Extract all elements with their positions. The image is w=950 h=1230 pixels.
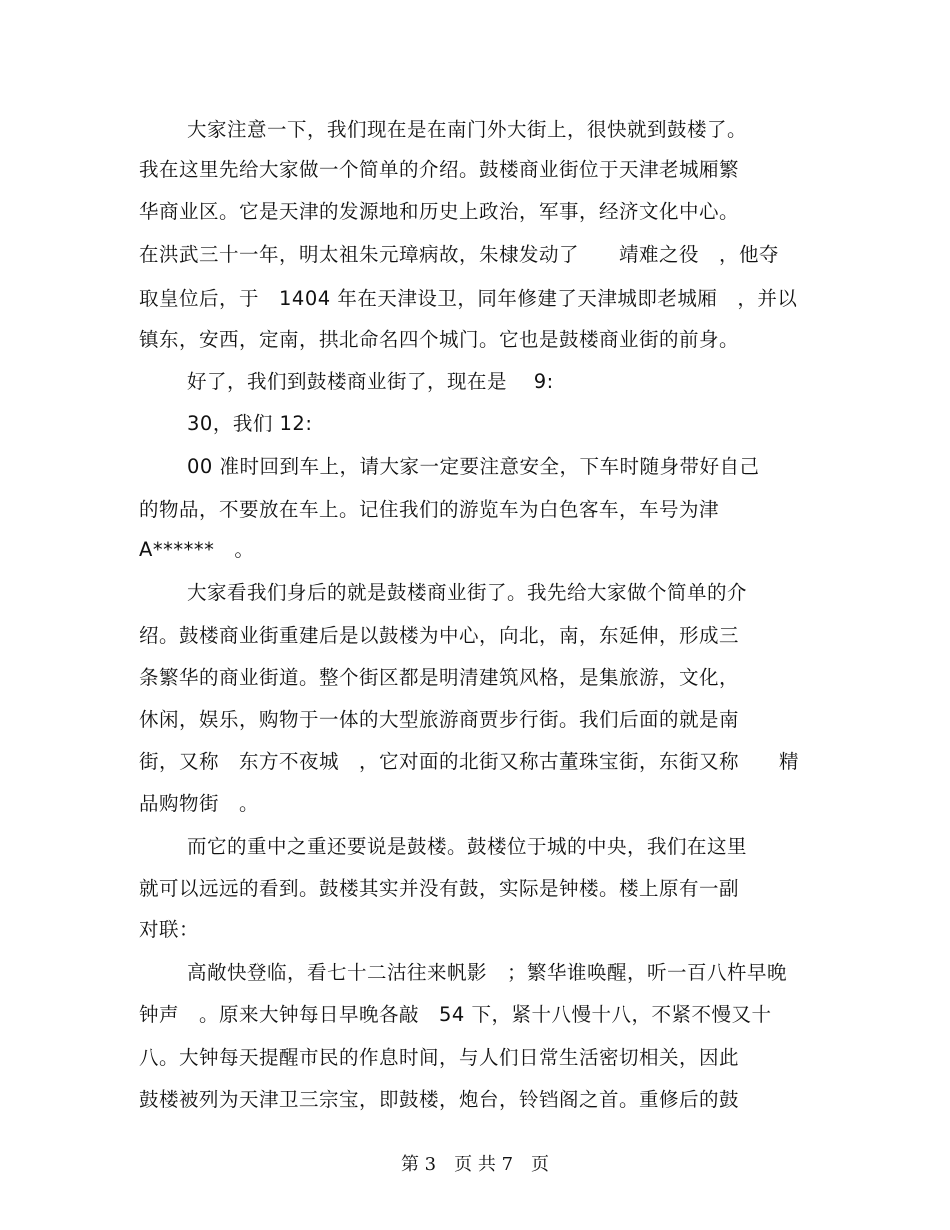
text-line-18: 而它的重中之重还要说是鼓楼。鼓楼位于城的中央，我们在这里 [187, 835, 748, 858]
text-line-8: 30，我们 12: [187, 412, 313, 435]
text-line-21: 高敞快登临，看七十二沽往来帆影 ；繁华谁唤醒，听一百八杵早晚 [187, 961, 788, 984]
text-line-7: 好了，我们到鼓楼商业街了，现在是 9: [187, 370, 554, 393]
page-number-footer: 第 3 页 共 7 页 [400, 1154, 550, 1175]
text-line-19: 就可以远远的看到。鼓楼其实并没有鼓，实际是钟楼。楼上原有一副 [139, 877, 740, 900]
text-line-11: A****** 。 [139, 538, 255, 561]
text-line-9: 00 准时回到车上，请大家一定要注意安全，下车时随身带好自己 [187, 455, 760, 478]
text-line-20: 对联： [139, 918, 200, 941]
text-line-22: 钟声 。原来大钟每日早晚各敲 54 下，紧十八慢十八，不紧不慢又十 [139, 1003, 772, 1026]
text-line-5: 取皇位后，于 1404 年在天津设卫，同年修建了天津城即老城厢 ，并以 [139, 287, 798, 310]
text-line-13: 绍。鼓楼商业街重建后是以鼓楼为中心，向北，南，东延伸，形成三 [139, 624, 740, 647]
text-line-12: 大家看我们身后的就是鼓楼商业街了。我先给大家做个简单的介 [187, 581, 748, 604]
text-line-10: 的物品，不要放在车上。记住我们的游览车为白色客车，车号为津 [139, 498, 720, 521]
text-line-14: 条繁华的商业街道。整个街区都是明清建筑风格，是集旅游，文化， [139, 666, 740, 689]
text-line-3: 华商业区。它是天津的发源地和历史上政治，军事，经济文化中心。 [139, 200, 740, 223]
text-line-16: 街，又称 东方不夜城 ，它对面的北街又称古董珠宝街，东街又称 精 [139, 750, 800, 773]
text-line-4: 在洪武三十一年，明太祖朱元璋病故，朱棣发动了 靖难之役 ，他夺 [139, 243, 780, 266]
text-line-17: 品购物街 。 [139, 792, 260, 815]
text-line-2: 我在这里先给大家做一个简单的介绍。鼓楼商业街位于天津老城厢繁 [139, 158, 740, 181]
text-line-6: 镇东，安西，定南，拱北命名四个城门。它也是鼓楼商业街的前身。 [139, 328, 740, 351]
text-line-1: 大家注意一下，我们现在是在南门外大街上，很快就到鼓楼了。 [187, 118, 748, 141]
text-line-23: 八。大钟每天提醒市民的作息时间，与人们日常生活密切相关，因此 [139, 1046, 740, 1069]
text-line-24: 鼓楼被列为天津卫三宗宝，即鼓楼，炮台，铃铛阁之首。重修后的鼓 [139, 1088, 740, 1111]
text-line-15: 休闲，娱乐，购物于一体的大型旅游商贾步行街。我们后面的就是南 [139, 708, 740, 731]
